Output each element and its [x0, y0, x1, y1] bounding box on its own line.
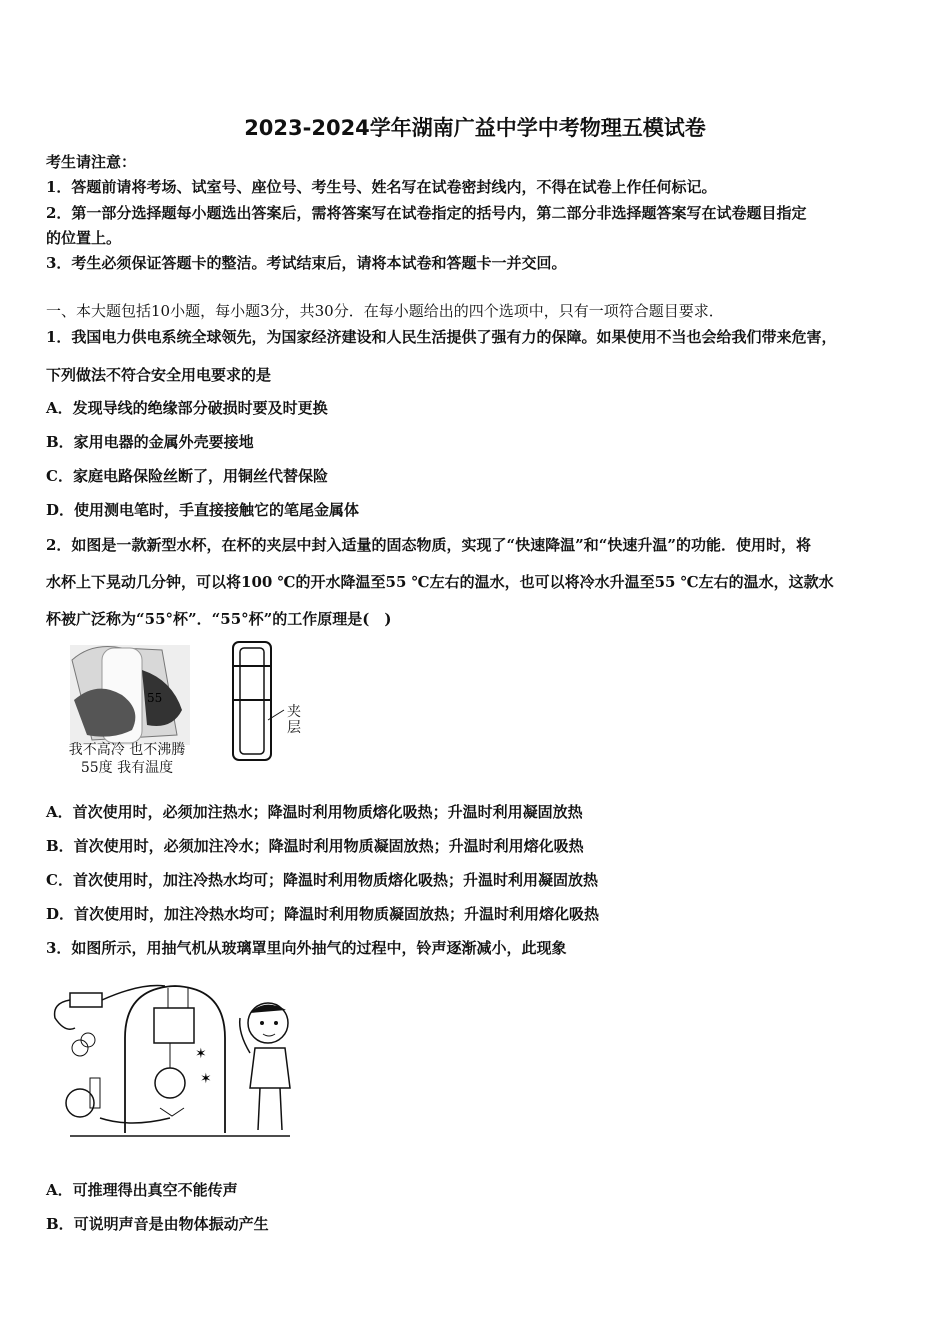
question-3-stem: 3．如图所示，用抽气机从玻璃罩里向外抽气的过程中，铃声逐渐减小，此现象	[46, 939, 567, 957]
notice-item: 的位置上。	[46, 229, 122, 247]
section-heading: 一、本大题包括10小题，每小题3分，共30分．在每小题给出的四个选项中，只有一项符合题目要求．	[46, 302, 724, 320]
question-2-stem: 2．如图是一款新型水杯，在杯的夹层中封入适量的固态物质，实现了“快速降温”和“快速升温”的功能．使用时，将	[46, 536, 811, 554]
question-3-option-a: A．可推理得出真空不能传声	[46, 1181, 238, 1199]
question-2-stem: 杯被广泛称为“55°杯”．“55°杯”的工作原理是( )	[46, 610, 392, 628]
bell-jar-illustration	[50, 978, 300, 1140]
question-2-option-c: C．首次使用时，加注冷热水均可；降温时利用物质熔化吸热；升温时利用凝固放热	[46, 871, 598, 889]
layer-label: 层	[287, 720, 301, 736]
cup-diagram	[228, 640, 308, 765]
cup-photo-figure	[52, 640, 202, 780]
question-1-option-c: C．家庭电路保险丝断了，用铜丝代替保险	[46, 467, 328, 485]
notice-heading: 考生请注意：	[46, 153, 137, 171]
figure-caption: 我不高冷 也不沸腾	[68, 742, 186, 758]
question-1-stem: 1．我国电力供电系统全球领先，为国家经济建设和人民生活提供了强有力的保障。如果使用不当也会给我们带来危害，	[46, 328, 837, 346]
question-3-option-b: B．可说明声音是由物体振动产生	[46, 1215, 269, 1233]
question-1-option-b: B．家用电器的金属外壳要接地	[46, 433, 254, 451]
bell-jar-figure	[50, 978, 300, 1140]
page-title: 2023-2024学年湖南广益中学中考物理五模试卷	[244, 116, 706, 140]
question-2-option-d: D．首次使用时，加注冷热水均可；降温时利用物质凝固放热；升温时利用熔化吸热	[46, 905, 600, 923]
notice-item: 1．答题前请将考场、试室号、座位号、考生号、姓名写在试卷密封线内，不得在试卷上作任何标记。	[46, 178, 717, 196]
svg-text:✶: ✶	[195, 1046, 207, 1062]
question-1-option-d: D．使用测电笔时，手直接接触它的笔尾金属体	[46, 501, 360, 519]
notice-item: 3．考生必须保证答题卡的整洁。考试结束后，请将本试卷和答题卡一并交回。	[46, 254, 567, 272]
question-1-option-a: A．发现导线的绝缘部分破损时要及时更换	[46, 399, 328, 417]
cup-cross-section-figure	[228, 640, 308, 765]
layer-label: 夹	[287, 704, 301, 720]
question-2-option-b: B．首次使用时，必须加注冷水；降温时利用物质凝固放热；升温时利用熔化吸热	[46, 837, 584, 855]
svg-text:55: 55	[147, 691, 163, 705]
cup-hand-illustration	[52, 640, 202, 750]
svg-text:✶: ✶	[200, 1071, 212, 1087]
notice-item: 2．第一部分选择题每小题选出答案后，需将答案写在试卷指定的括号内，第二部分非选择题答案写在试卷题目指定	[46, 204, 807, 222]
question-2-option-a: A．首次使用时，必须加注热水；降温时利用物质熔化吸热；升温时利用凝固放热	[46, 803, 583, 821]
question-1-stem: 下列做法不符合安全用电要求的是	[46, 366, 272, 384]
figure-caption: 55度 我有温度	[80, 760, 174, 776]
question-2-stem: 水杯上下晃动几分钟，可以将100 ℃的开水降温至55 ℃左右的温水，也可以将冷水升温至55 ℃左右的温水，这款水	[46, 573, 834, 591]
